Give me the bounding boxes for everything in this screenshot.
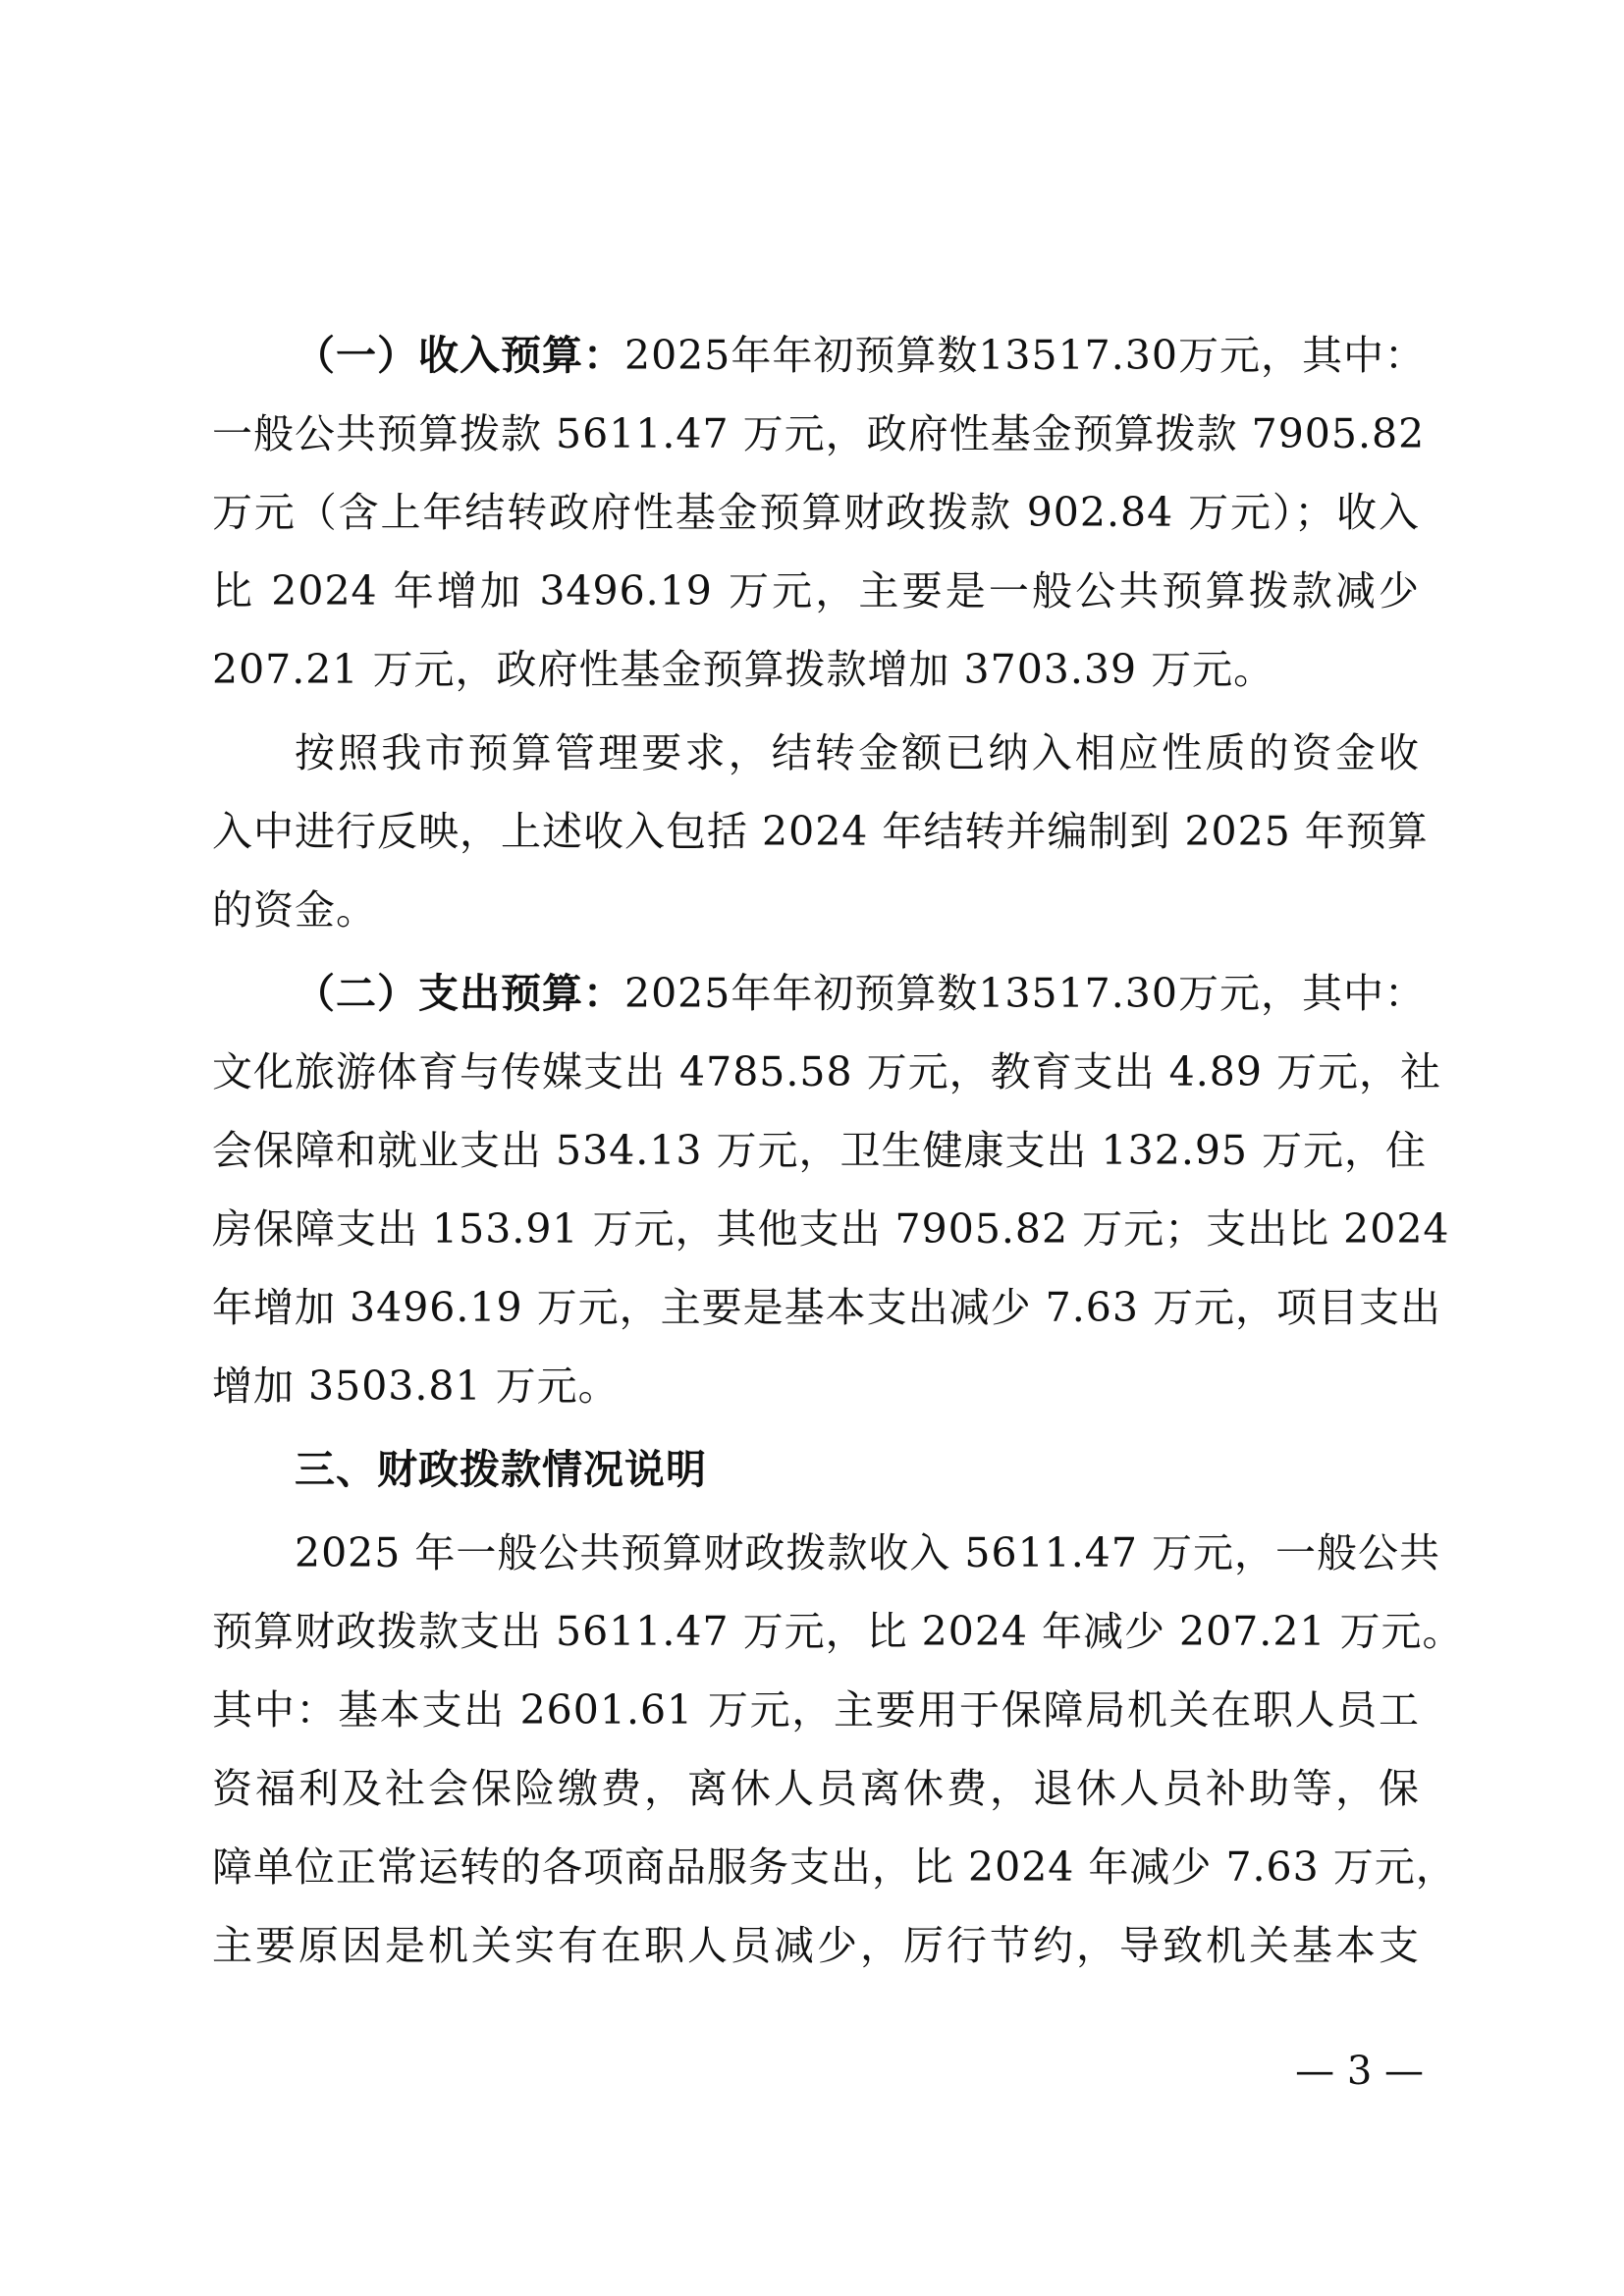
fiscal-appropriation-line-2: 预算财政拨款支出 5611.47 万元，比 2024 年减少 207.21 万元。	[212, 1608, 1464, 1655]
expenditure-budget-line-1	[295, 964, 1426, 1023]
fiscal-appropriation-line-6: 主要原因是机关实有在职人员减少，厉行节约，导致机关基本支	[212, 1922, 1420, 1969]
fiscal-appropriation-line-3: 其中：基本支出 2601.61 万元，主要用于保障局机关在职人员工	[212, 1686, 1420, 1734]
carryover-note-line-3: 的资金。	[212, 886, 377, 934]
expenditure-budget-text: 2025年年初预算数13517.30万元，其中：	[624, 970, 1426, 1017]
fiscal-appropriation-line-1: 2025 年一般公共预算财政拨款收入 5611.47 万元，一般公共	[295, 1529, 1440, 1576]
income-budget-label: （一）收入预算：	[295, 332, 624, 379]
income-budget-line-5: 207.21 万元，政府性基金预算拨款增加 3703.39 万元。	[212, 646, 1275, 693]
expenditure-budget-line-2: 文化旅游体育与传媒支出 4785.58 万元，教育支出 4.89 万元，社	[212, 1048, 1441, 1095]
carryover-note-line-2: 入中进行反映，上述收入包括 2024 年结转并编制到 2025 年预算	[212, 808, 1429, 855]
expenditure-budget-line-5: 年增加 3496.19 万元，主要是基本支出减少 7.63 万元，项目支出	[212, 1284, 1441, 1331]
income-budget-line-3: 万元（含上年结转政府性基金预算财政拨款 902.84 万元）；收入	[212, 489, 1420, 536]
expenditure-budget-line-3: 会保障和就业支出 534.13 万元，卫生健康支出 132.95 万元，住	[212, 1127, 1428, 1174]
expenditure-budget-line-4: 房保障支出 153.91 万元，其他支出 7905.82 万元；支出比 2024	[212, 1205, 1450, 1253]
income-budget-line-4: 比 2024 年增加 3496.19 万元，主要是一般公共预算拨款减少	[212, 567, 1420, 614]
page-number: — 3 —	[1295, 2049, 1424, 2094]
expenditure-budget-line-6: 增加 3503.81 万元。	[212, 1362, 620, 1410]
section-heading: 三、财政拨款情况说明	[295, 1446, 707, 1493]
fiscal-appropriation-line-5: 障单位正常运转的各项商品服务支出，比 2024 年减少 7.63 万元，	[212, 1843, 1457, 1891]
expenditure-budget-label: （二）支出预算：	[295, 970, 624, 1017]
carryover-note-line-1: 按照我市预算管理要求，结转金额已纳入相应性质的资金收	[295, 729, 1420, 776]
income-budget-line-1	[295, 326, 1426, 385]
income-budget-line-2: 一般公共预算拨款 5611.47 万元，政府性基金预算拨款 7905.82	[212, 410, 1426, 457]
income-budget-text: 2025年年初预算数13517.30万元，其中：	[624, 332, 1426, 379]
fiscal-appropriation-line-4: 资福利及社会保险缴费，离休人员离休费，退休人员补助等，保	[212, 1765, 1420, 1812]
